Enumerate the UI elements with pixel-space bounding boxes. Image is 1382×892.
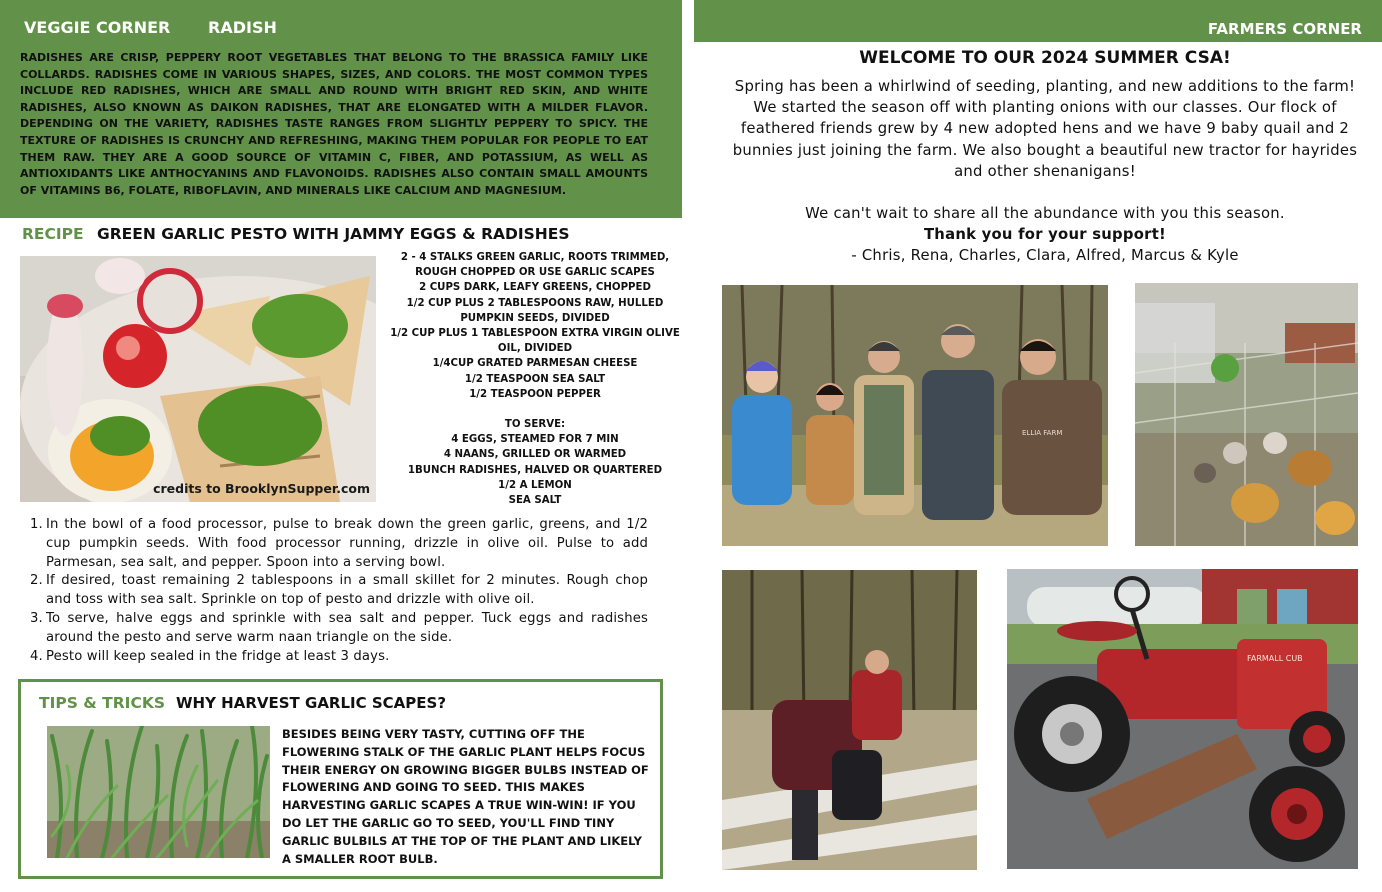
serve-item: SEA SALT [508,495,562,507]
serve-item: 4 EGGS, STEAMED FOR 7 MIN [451,434,619,446]
tips-label: TIPS & TRICKS [39,694,165,712]
farmers-corner-heading: FARMERS CORNER [1207,20,1362,38]
tips-text: BESIDES BEING VERY TASTY, CUTTING OFF THE FLOWERING STALK OF THE GARLIC PLANT HELPS FOCUS THEIR ENERGY ON GROWING BIGGER BULBS INSTEAD OF FLOWERING AND GOING TO SEED. THIS MAKES HARVESTING GARLIC SCAPES A TRUE WIN-WIN! IF YOU DO LET THE GARLIC GO TO SEED, YOU'LL FIND TINY GARLIC BULBILS AT THE TOP OF THE PLANT AND LIKELY A SMALLER ROOT BULB. [282,727,649,866]
serve-item: 1/2 A LEMON [498,479,572,491]
welcome-body: Spring has been a whirlwind of seeding, planting, and new additions to the farm! We started the season off with planting onions with our classes. Our flock of feathered friends grew by 4 new adopted hens and we have 9 baby quail and 2 bunnies just joining the farm. We also bought a beautiful new tractor for hayrides and other shenanigans! [732,78,1358,180]
tips-title: WHY HARVEST GARLIC SCAPES? [176,694,447,712]
recipe-step: 4. Pesto will keep sealed in the fridge at least 3 days. [30,648,390,664]
tractor-photo [1007,569,1358,869]
thanks-line: Thank you for your support! [923,226,1167,244]
closing-message [722,203,1368,267]
farm-team-photo [722,285,1108,546]
coop-illustration [1135,283,1358,546]
planting-illustration [722,570,977,870]
ingredient: 1/4CUP GRATED PARMESAN CHEESE [432,358,638,370]
veggie-description: RADISHES ARE CRISP, PEPPERY ROOT VEGETABLES THAT BELONG TO THE BRASSICA FAMILY LIKE COLLARDS. RADISHES COME IN VARIOUS SHAPES, SIZES, AND COLORS. THE MOST COMMON TYPES INCLUDE RED RADISHES, WHICH ARE SMALL AND ROUND WITH BRIGHT RED SKIN, AND WHITE RADISHES, ALSO KNOWN AS DAIKON RADISHES, THAT ARE ELONGATED WITH A MILDER FLAVOR. DEPENDING ON THE VARIETY, RADISHES TASTE RANGES FROM SLIGHTLY PEPPERY TO SPICY. THE TEXTURE OF RADISHES IS CRUNCHY AND REFRESHING, MAKING THEM POPULAR FOR PEOPLE TO EAT THEM RAW. THEY ARE A GOOD SOURCE OF VITAMIN C, FIBER, AND POTASSIUM, AS WELL AS ANTIOXIDANTS LIKE ANTHOCYANINS AND FLAVONOIDS. RADISHES ALSO CONTAIN SMALL AMOUNTS OF VITAMINS B6, FOLATE, RIBOFLAVIN, AND MINERALS LIKE CALCIUM AND MAGNESIUM. [20,51,648,197]
ingredients-list [390,250,680,508]
garlic-photo [47,726,270,858]
recipe-label: RECIPE [22,225,84,243]
chicken-coop-photo [1135,283,1358,546]
ingredient: 1/2 CUP PLUS 2 TABLESPOONS RAW, HULLED PUMPKIN SEEDS, DIVIDED [406,297,664,324]
veggie-corner-heading: VEGGIE CORNER [24,18,171,37]
recipe-step: 3. To serve, halve eggs and sprinkle with sea salt and pepper. Tuck eggs and radishes around the pesto and serve warm naan triangle on the side. [30,610,648,645]
closing-line: We can't wait to share all the abundance with you this season. [805,205,1285,222]
tractor-badge: FARMALL CUB [1247,654,1303,663]
ingredient: 2 CUPS DARK, LEAFY GREENS, CHOPPED [419,282,651,294]
ingredient: 1/2 CUP PLUS 1 TABLESPOON EXTRA VIRGIN OLIVE OIL, DIVIDED [390,328,680,355]
signature: - Chris, Rena, Charles, Clara, Alfred, Marcus & Kyle [851,247,1239,265]
recipe-title: GREEN GARLIC PESTO WITH JAMMY EGGS & RADISHES [97,225,570,243]
photo-credit: credits to BrooklynSupper.com [153,481,370,496]
to-serve-heading: TO SERVE: [504,419,566,431]
serve-item: 1BUNCH RADISHES, HALVED OR QUARTERED [407,464,663,476]
ingredient: 1/2 TEASPOON SEA SALT [464,373,606,385]
planting-photo [722,570,977,870]
ingredient: 1/2 TEASPOON PEPPER [469,388,601,400]
ingredient: 2 - 4 STALKS GREEN GARLIC, ROOTS TRIMMED, ROUGH CHOPPED OR USE GARLIC SCAPES [400,252,670,279]
tips-and-tricks-box [18,679,663,879]
veggie-corner-banner [0,0,682,218]
pesto-photo [20,256,376,502]
garlic-illustration [47,726,270,858]
recipe-step: 2. If desired, toast remaining 2 tablespoons in a small skillet for 2 minutes. Rough chop and toss with sea salt. Sprinkle on top of pesto and drizzle with olive oil. [30,573,648,608]
recipe-step: 1. In the bowl of a food processor, pulse to break down the green garlic, greens, and 1/2 cup pumpkin seeds. With food processor running, drizzle in olive oil. Pulse to add Parmesan, sea salt, and pepper. Spoon into a serving bowl. [30,517,648,570]
pesto-illustration [20,256,376,502]
tractor-illustration [1007,569,1358,869]
welcome-title: WELCOME TO OUR 2024 SUMMER CSA! [859,48,1231,68]
recipe-steps [30,516,648,666]
shirt-text: ELLIA FARM [1022,429,1063,437]
team-illustration [722,285,1108,546]
serve-item: 4 NAANS, GRILLED OR WARMED [443,449,627,461]
farmers-corner-banner [694,0,1382,42]
veggie-name: RADISH [208,18,277,37]
